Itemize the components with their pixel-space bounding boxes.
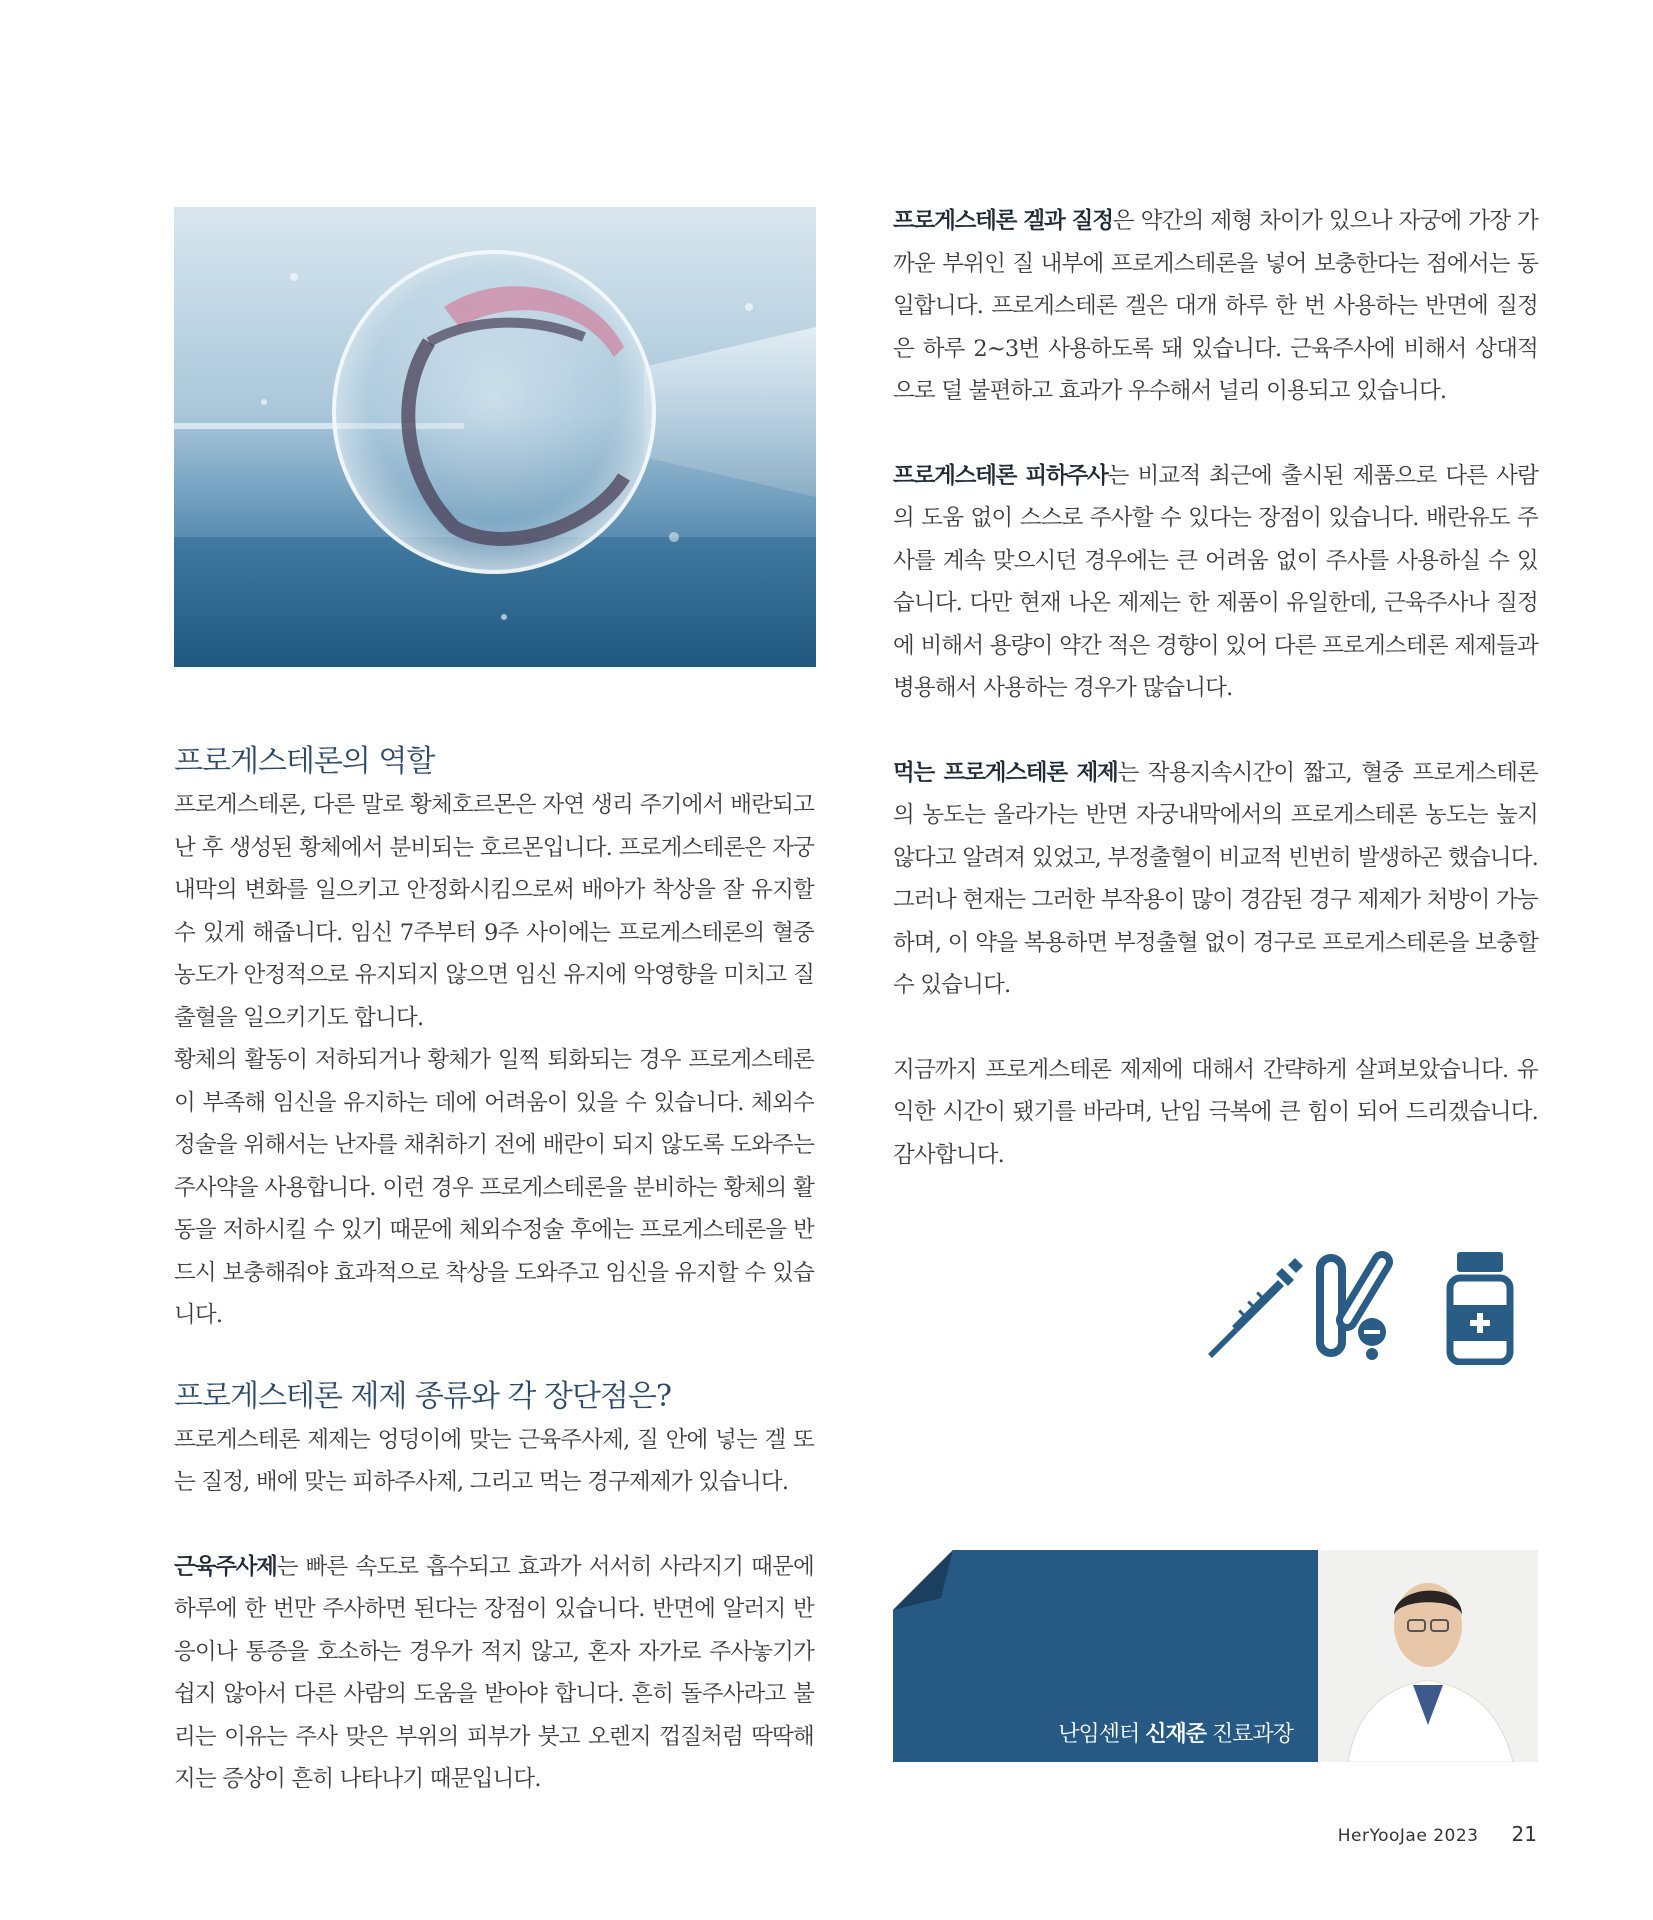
intramuscular-text: 는 빠른 속도로 흡수되고 효과가 서서히 사라지기 때문에 하루에 한 번만 주사하면 된다는 장점이 있습니다. 반면에 알러지 반응이나 통증을 호소하는 경우가 적지 않고, 혼자 자가로 주사놓기가 쉽지 않아서 다른 사람의 도움을 받아야 합니다. 흔히 돌주사라고 불리는 이유는 주사 맞은 부위의 피부가 붓고 오렌지 껍질처럼 딱딱해지는 증상이 흔히 나타나기 때문입니다. [174,1553,814,1792]
page-footer [1338,1822,1537,1846]
author-dept: 난임센터 [1058,1722,1140,1747]
page-number: 21 [1511,1822,1537,1846]
pill-capsule-icon [1312,1250,1412,1365]
closing-paragraph: 지금까지 프로게스테론 제제에 대해서 간략하게 살펴보았습니다. 유익한 시간이 됐기를 바라며, 난임 극복에 큰 힘이 되어 드리겠습니다. 감사합니다. [893,1056,1538,1168]
medication-icons [1200,1250,1540,1365]
types-paragraph-1: 프로게스테론 제제는 엉덩이에 맞는 근육주사제, 질 안에 넣는 겔 또는 질정, 배에 맞는 피하주사제, 그리고 먹는 경구제제가 있습니다. [174,1426,814,1495]
oral-paragraph [893,752,1538,1007]
medicine-bottle-icon [1445,1250,1515,1365]
author-card [893,1550,1538,1762]
author-caption [1058,1717,1293,1748]
syringe-icon [1200,1250,1310,1365]
oral-text: 는 작용지속시간이 짧고, 혈중 프로게스테론의 농도는 올라가는 반면 자궁내막에서의 프로게스테론 농도는 높지 않다고 알려져 있었고, 부정출혈이 비교적 빈번히 발생하곤 했습니다. 그러나 현재는 그러한 부작용이 많이 경감된 경구 제제가 처방이 가능하며, 이 약을 복용하면 부정출혈 없이 경구로 프로게스테론을 보충할 수 있습니다. [893,759,1538,998]
gel-suppository-paragraph [893,200,1538,413]
subcutaneous-text: 는 비교적 최근에 출시된 제품으로 다른 사람의 도움 없이 스스로 주사할 수 있다는 장점이 있습니다. 배란유도 주사를 계속 맞으시던 경우에는 큰 어려움 없이 주사를 사용하실 수 있습니다. 다만 현재 나온 제제는 한 제품이 유일한데, 근육주사나 질정에 비해서 용량이 약간 적은 경향이 있어 다른 프로게스테론 제제들과 병용해서 사용하는 경우가 많습니다. [893,462,1539,701]
doctor-photo [1318,1550,1538,1762]
ivf-microscopy-photo [174,207,816,667]
right-column [893,200,1538,1176]
intramuscular-paragraph [174,1546,814,1801]
left-column [174,740,814,1801]
doctor-portrait [1318,1550,1538,1762]
role-paragraph-1: 프로게스테론, 다른 말로 황체호르몬은 자연 생리 주기에서 배란되고 난 후 생성된 황체에서 분비되는 호르몬입니다. 프로게스테론은 자궁내막의 변화를 일으키고 안정화시킴으로써 배아가 착상을 잘 유지할 수 있게 해줍니다. 임신 7주부터 9주 사이에는 프로게스테론의 혈중 농도가 안정적으로 유지되지 않으면 임신 유지에 악영향을 미치고 질출혈을 일으키기도 합니다. [174,792,814,1031]
intramuscular-lead: 근육주사제 [174,1553,277,1580]
gel-suppository-text: 은 약간의 제형 차이가 있으나 자궁에 가장 가까운 부위인 질 내부에 프로게스테론을 넣어 보충한다는 점에서는 동일합니다. 프로게스테론 겔은 대개 하루 한 번 사용하는 반면에 질정은 하루 2~3번 사용하도록 돼 있습니다. 근육주사에 비해서 상대적으로 덜 불편하고 효과가 우수해서 널리 이용되고 있습니다. [893,208,1538,404]
gel-suppository-lead: 프로게스테론 겔과 질정 [893,208,1113,234]
oral-lead: 먹는 프로게스테론 제제 [893,759,1118,786]
section-heading-role: 프로게스테론의 역할 [174,744,435,779]
author-title: 진료과장 [1211,1722,1293,1747]
egg-cell-illustration [174,207,816,667]
author-name: 신재준 [1145,1722,1206,1747]
magazine-name: HerYooJae 2023 [1337,1826,1479,1846]
section-heading-types: 프로게스테론 제제 종류와 각 장단점은? [174,1378,671,1414]
role-paragraph-2: 황체의 활동이 저하되거나 황체가 일찍 퇴화되는 경우 프로게스테론이 부족해 임신을 유지하는 데에 어려움이 있을 수 있습니다. 체외수정술을 위해서는 난자를 채취하기 전에 배란이 되지 않도록 도와주는 주사약을 사용합니다. 이런 경우 프로게스테론을 분비하는 황체의 활동을 저하시킬 수 있기 때문에 체외수정술 후에는 프로게스테론을 반드시 보충해줘야 효과적으로 착상을 도와주고 임신을 유지할 수 있습니다. [174,1047,814,1328]
folded-corner [893,1550,953,1610]
subcutaneous-paragraph [893,455,1538,710]
subcutaneous-lead: 프로게스테론 피하주사 [893,462,1108,489]
